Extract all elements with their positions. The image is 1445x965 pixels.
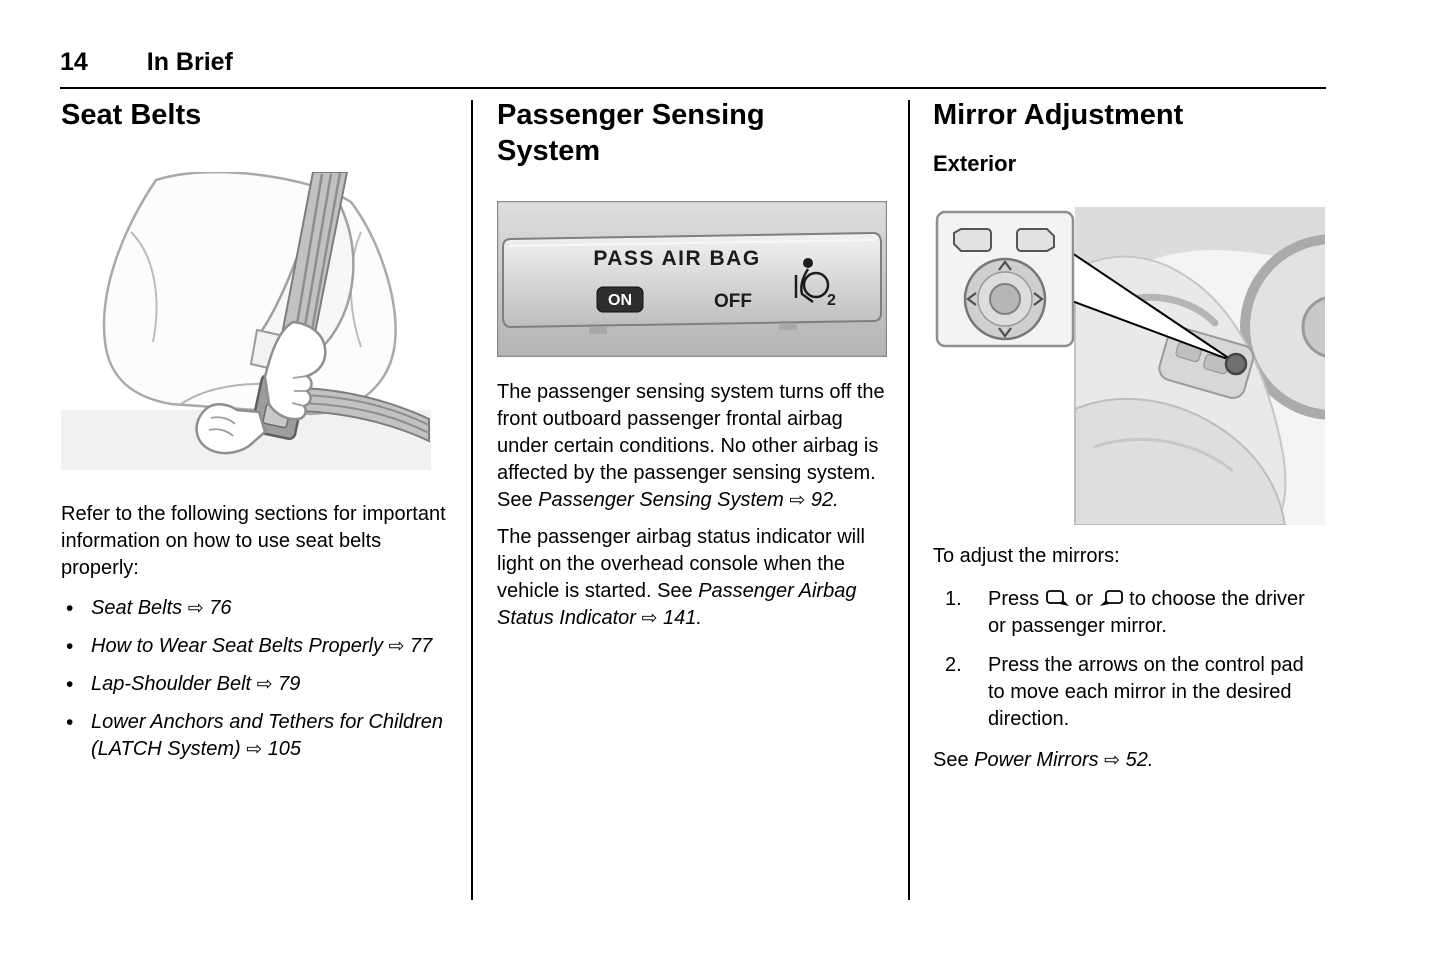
xref-label: How to Wear Seat Belts Properly <box>91 635 383 657</box>
step-number: 2. <box>945 654 962 676</box>
driver-mirror-select-button <box>954 229 991 251</box>
seat-belt-buckling-drawing <box>61 172 431 470</box>
column-divider-left <box>471 100 473 900</box>
xref-arrow-icon: ⇨ <box>256 674 273 695</box>
xref-label: Power Mirrors <box>974 749 1099 771</box>
list-item <box>61 709 455 763</box>
mirror-control-drawing <box>933 207 1325 525</box>
xref-label: Lap-Shoulder Belt <box>91 673 252 695</box>
xref-label: Passenger Airbag Status Indicator <box>497 580 857 629</box>
bullet-marker: • <box>66 711 74 734</box>
xref-page: 79 <box>278 673 301 695</box>
step-text: Press <box>988 588 1040 610</box>
bullet-marker: • <box>66 673 74 696</box>
xref-label: Seat Belts <box>91 597 183 619</box>
xref-arrow-icon: ⇨ <box>641 608 658 629</box>
mirror-selector-knob <box>1226 354 1246 374</box>
power-mirrors-reference <box>933 747 1325 774</box>
passenger-sensing-paragraph-1 <box>497 379 890 514</box>
xref-arrow-icon: ⇨ <box>388 636 405 657</box>
step-number: 1. <box>945 588 962 610</box>
mirror-control-inset <box>937 212 1073 346</box>
passenger-sensing-heading: Passenger Sensing System <box>497 99 765 167</box>
on-label: ON <box>608 292 632 309</box>
pass-air-bag-label: PASS AIR BAG <box>593 247 761 270</box>
step-item <box>945 652 1325 733</box>
mirror-control-illustration <box>933 207 1325 530</box>
xref-page: 52. <box>1125 749 1154 771</box>
column-divider-right <box>908 100 910 900</box>
step-text: or <box>1075 588 1094 610</box>
list-item <box>61 671 455 698</box>
xref-arrow-icon: ⇨ <box>789 490 806 511</box>
xref-page: 76 <box>209 597 232 619</box>
section-title: In Brief <box>146 48 233 76</box>
xref-label: Passenger Sensing System <box>538 489 784 511</box>
xref-page: 77 <box>410 635 433 657</box>
pass-air-bag-panel-drawing <box>497 201 887 357</box>
pass-air-bag-indicator-illustration <box>497 201 890 362</box>
mirror-adjust-steps <box>933 586 1325 733</box>
step-text: Press the arrows on the control pad to move each mirror in the desired direction. <box>988 654 1304 730</box>
mirror-adjust-intro: To adjust the mirrors: <box>933 545 1120 567</box>
paragraph-text: The passenger airbag status indicator will light on the overhead console when the vehicle is started. See <box>497 526 865 602</box>
seat-belts-list <box>61 595 455 763</box>
xref-page: 105 <box>267 738 302 760</box>
driver-mirror-icon <box>1045 589 1070 608</box>
step-text: to choose the driver or passenger mirror. <box>988 588 1305 637</box>
list-item <box>61 595 455 622</box>
footer-text: See <box>933 749 969 771</box>
off-label: OFF <box>714 291 752 312</box>
paragraph-text: The passenger sensing system turns off the front outboard passenger frontal airbag under certain conditions. No other airbag is affected by the passenger sensing system. See <box>497 381 885 511</box>
xref-arrow-icon: ⇨ <box>246 739 263 760</box>
passenger-mirror-icon <box>1099 589 1124 608</box>
step-item <box>945 586 1325 640</box>
list-item <box>61 633 455 660</box>
xref-arrow-icon: ⇨ <box>187 598 204 619</box>
seat-belts-column <box>61 97 455 774</box>
bullet-marker: • <box>66 597 74 620</box>
passenger-mirror-select-button <box>1017 229 1054 251</box>
page-number: 14 <box>60 48 88 76</box>
mirror-adjustment-column <box>933 97 1325 774</box>
bullet-marker: • <box>66 635 74 658</box>
page-header <box>60 48 1326 89</box>
airbag-icon-number: 2 <box>827 292 836 309</box>
passenger-sensing-paragraph-2 <box>497 524 890 632</box>
xref-arrow-icon: ⇨ <box>1104 750 1121 771</box>
passenger-sensing-column <box>497 97 890 632</box>
exterior-subheading: Exterior <box>933 151 1017 176</box>
xref-page: 141. <box>663 607 702 629</box>
seat-belts-heading: Seat Belts <box>61 99 202 131</box>
mirror-adjustment-heading: Mirror Adjustment <box>933 99 1184 131</box>
seat-belts-intro: Refer to the following sections for important information on how to use seat belts properly: <box>61 503 446 579</box>
seat-belt-illustration <box>61 172 455 475</box>
xref-label: Lower Anchors and Tethers for Children (LATCH System) <box>91 711 444 760</box>
xref-page: 92. <box>810 489 839 511</box>
